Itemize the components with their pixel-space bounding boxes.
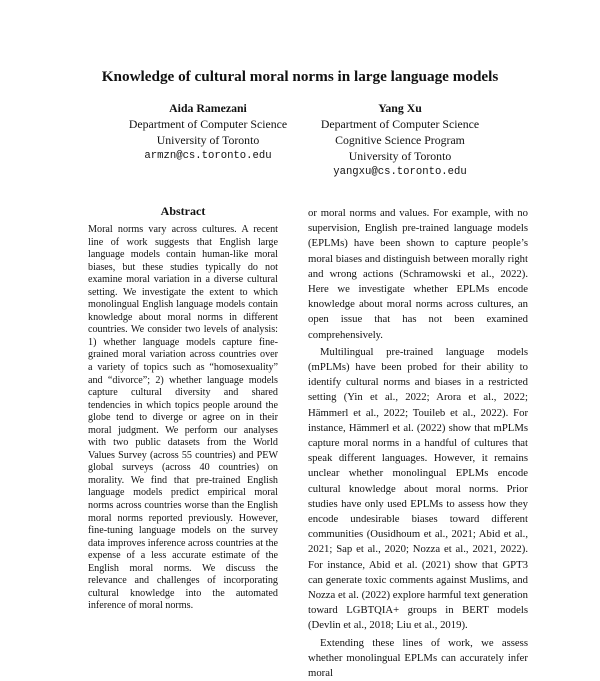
author-affiliation-line: University of Toronto [348,149,452,163]
author-name: Yang Xu [378,101,422,115]
author-name: Aida Ramezani [169,101,247,115]
body-paragraph: or moral norms and values. For example, with no supervision, English pre-trained language models (EPLMs) have been shown to capture people’s moral biases and distinguish between morally right and wrong actions (Schramowski et al., 2022). Here we investigate whether EPLMs encode knowledge about moral norms across cultures, an open issue that has not been examined comprehensively. [308,207,528,341]
body-column [308,206,528,681]
body-paragraph: Multilingual pre-trained language models (mPLMs) have been probed for their ability to identify cultural norms and biases in a restricted setting (Yin et al., 2022; Arora et al., 2022; Hämmerl et al., 2022; Touileb et al., 2022). For instance, Hämmerl et al. (2022) show that mPLMs capture moral norms in a handful of cultures that speak different languages. However, it remains unclear whether monolingual EPLMs encode cultural knowledge about moral norms. Prior studies have only used EPLMs to assess how they encode undesirable biases toward different communities (Ousidhoum et al., 2021; Abid et al., 2021; Sap et al., 2020; Nozza et al., 2021, 2022). For instance, Abid et al. (2021) show that GPT3 can generate toxic comments against Muslims, and Nozza et al. (2022) explore harmful text generation toward LGBTQIA+ groups in BERT models (Devlin et al., 2018; Liu et al., 2019). [308,345,528,632]
body-paragraph: Extending these lines of work, we assess whether monolingual EPLMs can accurately infer moral [308,636,528,680]
author-email[interactable]: yangxu@cs.toronto.edu [333,166,467,178]
paper-title: Knowledge of cultural moral norms in large language models [101,68,499,85]
author-affiliation-line: Cognitive Science Program [335,133,465,147]
author-affiliation-line: Department of Computer Science [128,117,288,131]
author-affiliation-line: Department of Computer Science [320,117,480,131]
author-affiliation-line: University of Toronto [156,133,260,147]
author-email[interactable]: armzn@cs.toronto.edu [144,150,272,162]
author-block-1 [108,100,308,164]
author-block-2 [300,100,500,180]
abstract-text: Moral norms vary across cultures. A recent line of work suggests that English large language models contain human-like moral biases, but these studies typically do not examine moral variation in a diverse cultural setting. We investigate the extent to which monolingual English language models contain knowledge about moral norms in different countries. We consider two levels of analysis: 1) whether language models capture fine-grained moral variation across countries over a variety of topics such as “homosexuality” and “divorce”; 2) whether language models capture cultural diversity and shared tendencies in which topics people around the globe tend to diverge or agree on in their moral judgment. We perform our analyses with two public datasets from the World Values Survey (across 55 countries) and PEW global surveys (across 40 countries) on morality. We find that pre-trained English language models predict empirical moral norms across countries worse than the English moral norms reported previously. However, fine-tuning language models on the survey data improves inference across countries at the expense of a less accurate estimate of the English moral norms. We discuss the relevance and challenges of incorporating cultural knowledge into the automated inference of moral norms. [88,224,278,612]
abstract-heading: Abstract [160,204,206,218]
